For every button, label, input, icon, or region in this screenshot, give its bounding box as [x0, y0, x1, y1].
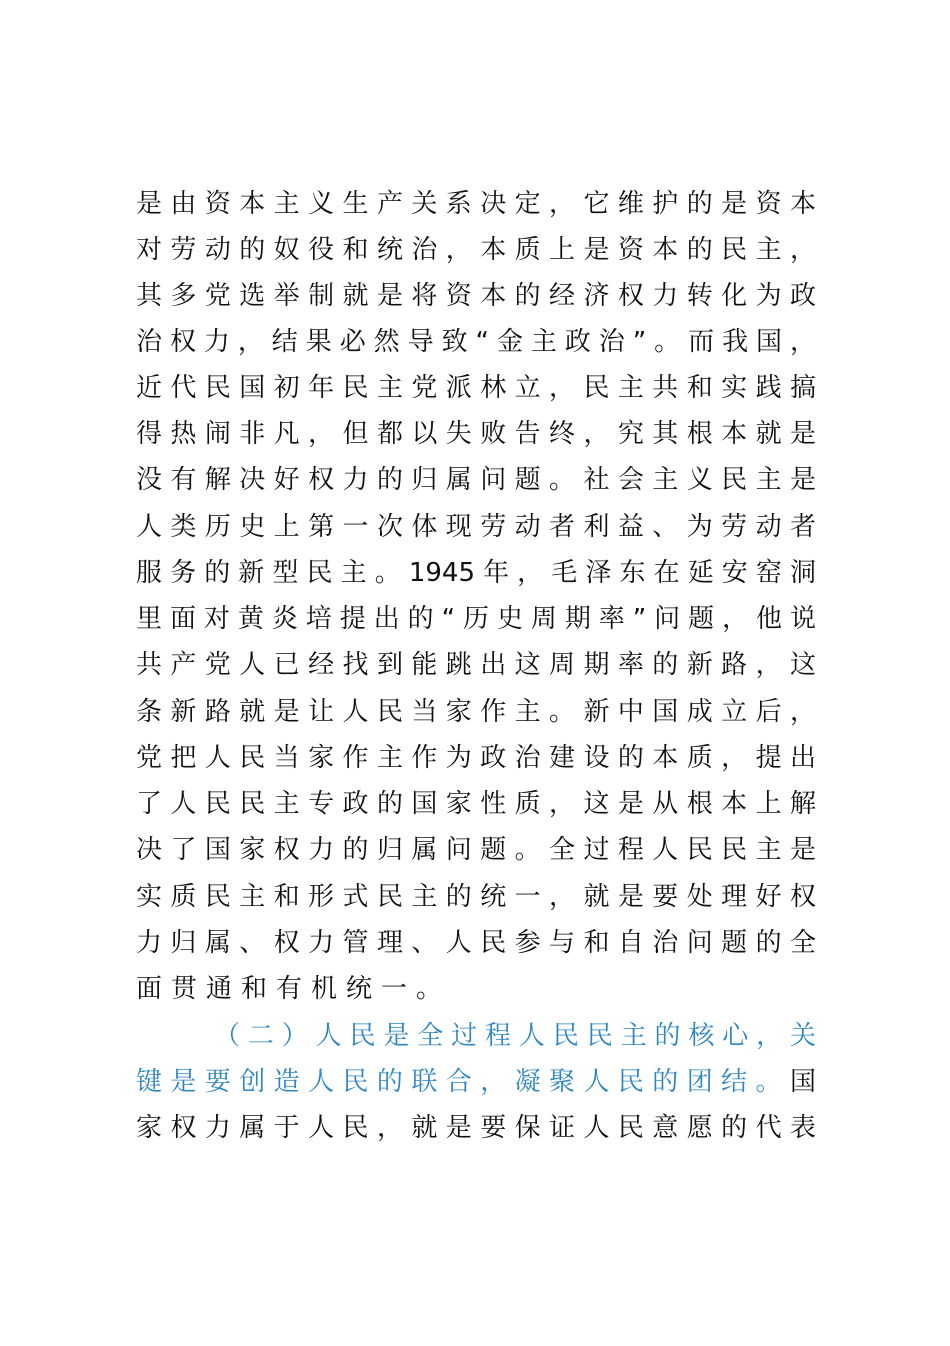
text-line-6: 得热闹非凡，但都以失败告终，究其根本就是 — [136, 419, 816, 449]
text-line-1: 是由资本主义生产关系决定，它维护的是资本 — [136, 189, 816, 219]
text-line-17: 力归属、权力管理、人民参与和自治问题的全 — [136, 928, 816, 958]
text-line-3: 其多党选举制就是将资本的经济权力转化为政 — [136, 281, 816, 311]
text-line-13: 党把人民当家作主作为政治建设的本质，提出 — [136, 743, 816, 773]
text-line-14: 了人民民主专政的国家性质，这是从根本上解 — [136, 789, 816, 819]
section-heading-line-2 — [136, 1062, 816, 1102]
text-line-10: 里面对黄炎培提出的“历史周期率”问题，他说 — [136, 604, 816, 634]
text-line-7: 没有解决好权力的归属问题。社会主义民主是 — [136, 465, 816, 495]
text-line-4: 治权力，结果必然导致“金主政治”。而我国， — [136, 327, 816, 357]
text-line-2: 对劳动的奴役和统治，本质上是资本的民主， — [136, 235, 816, 265]
text-line-12: 条新路就是让人民当家作主。新中国成立后， — [136, 697, 816, 727]
section-heading-line-1: （二）人民是全过程人民民主的核心，关 — [214, 1021, 816, 1051]
text-line-18: 面贯通和有机统一。 — [136, 974, 452, 1004]
text-line-8: 人类历史上第一次体现劳动者利益、为劳动者 — [136, 512, 816, 542]
text-line-16: 实质民主和形式民主的统一，就是要处理好权 — [136, 882, 816, 912]
section-heading-text: 键是要创造人民的联合，凝聚人民的团结。 — [136, 1067, 790, 1097]
text-line-9: 服务的新型民主。1945年，毛泽东在延安窑洞 — [136, 558, 816, 588]
text-line-final: 家权力属于人民，就是要保证人民意愿的代表 — [136, 1113, 816, 1143]
text-line-5: 近代民国初年民主党派林立，民主共和实践搞 — [136, 373, 816, 403]
body-text-continuation: 国 — [789, 1067, 816, 1097]
text-line-15: 决了国家权力的归属问题。全过程人民民主是 — [136, 835, 816, 865]
text-line-11: 共产党人已经找到能跳出这周期率的新路，这 — [136, 650, 816, 680]
